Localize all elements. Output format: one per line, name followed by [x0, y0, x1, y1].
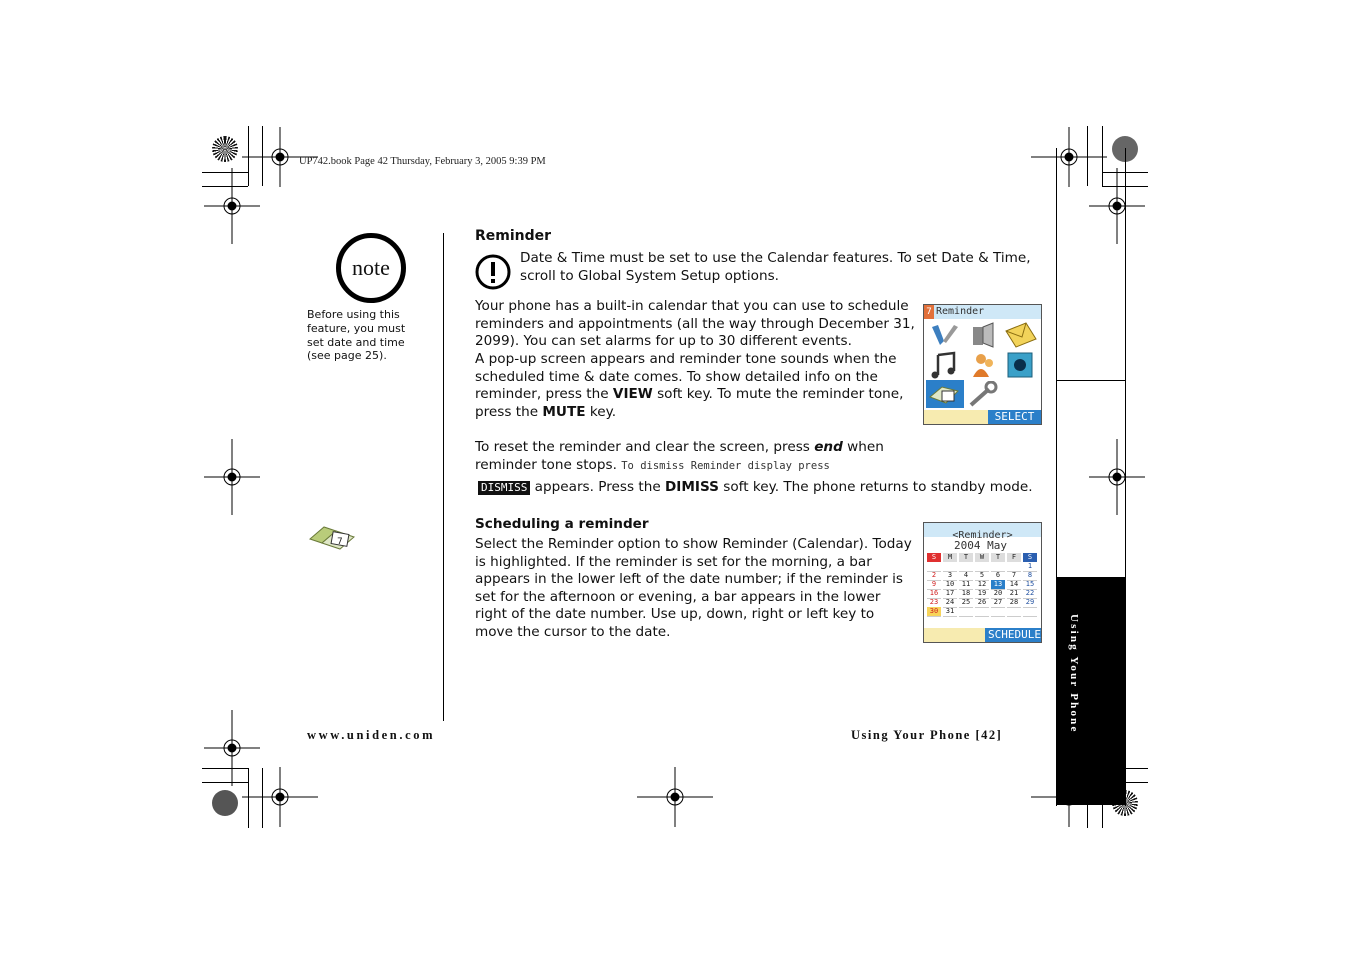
phone-screen-menu: [923, 304, 1042, 425]
footer-page: Using Your Phone [42]: [851, 728, 1003, 742]
calendar-day[interactable]: 2: [927, 571, 941, 581]
calendar-weekday: S: [927, 553, 941, 562]
calendar-day[interactable]: 22: [1023, 589, 1037, 599]
phone-tools-icon: [928, 321, 962, 349]
menu-title: Reminder: [936, 306, 985, 317]
calendar-day[interactable]: 23: [927, 598, 941, 608]
dismiss-line: DISMISS appears. Press the DIMISS soft key. The phone returns to standby mode.: [478, 479, 1058, 497]
column-rule: [443, 233, 444, 721]
calendar-day[interactable]: 10: [943, 580, 957, 590]
note-badge: [336, 233, 406, 303]
sidebar-divider: [1056, 380, 1126, 381]
calendar-weekday: S: [1023, 553, 1037, 562]
calendar-icon: [306, 521, 360, 551]
music-note-icon: [928, 351, 962, 379]
end-key: end: [814, 439, 843, 455]
calendar-day[interactable]: 12: [975, 580, 989, 590]
calendar-grid: [927, 553, 1039, 613]
dimiss-key: DIMISS: [665, 479, 719, 495]
schedule-softkey: SCHEDULE: [985, 628, 1041, 642]
reset-paragraph: To reset the reminder and clear the screen, press end when reminder tone stops. To dismiss Reminder display press: [475, 439, 884, 473]
subsection-text: Select the Reminder option to show Reminder (Calendar). Today is highlighted. If the reminder is set for the morning, a bar appears in the lower left of the date number; if the reminder is set for the afternoon or evening, a bar appears in the lower right of the date number. Use up, down, right or left key to move the cursor to the date.: [475, 536, 912, 640]
calendar-day[interactable]: 7: [1007, 571, 1021, 581]
envelope-icon: [1004, 321, 1038, 349]
calendar-day[interactable]: 13: [991, 580, 1005, 590]
note-text: Before using this feature, you must set date and time (see page 25).: [307, 308, 406, 363]
calendar-weekday: W: [975, 553, 989, 562]
calendar-day[interactable]: 6: [991, 571, 1005, 581]
calendar-day[interactable]: 5: [975, 571, 989, 581]
calendar-day[interactable]: 9: [927, 580, 941, 590]
view-key: VIEW: [612, 386, 653, 403]
calendar-day[interactable]: 26: [975, 598, 989, 608]
calendar-day[interactable]: [959, 607, 973, 617]
wrench-icon: [967, 381, 1001, 409]
intro-paragraph: Your phone has a built-in calendar that you can use to schedule reminders and appointments (all the way through December 31, 2099). You can set alarms for up to 30 different events.: [475, 298, 915, 350]
calendar-day[interactable]: 28: [1007, 598, 1021, 608]
calendar-day[interactable]: [1007, 607, 1021, 617]
calendar-weekday: M: [943, 553, 957, 562]
calendar-day[interactable]: 8: [1023, 571, 1037, 581]
calendar-header: [924, 523, 1041, 541]
menu-header: [924, 305, 1041, 319]
dismiss-instruction: To dismiss Reminder display press: [621, 459, 830, 472]
calendar-day[interactable]: 27: [991, 598, 1005, 608]
chapter-tab: [1056, 577, 1126, 805]
calendar-weekday: T: [991, 553, 1005, 562]
calendar-day[interactable]: 30: [927, 607, 941, 617]
calendar-day[interactable]: 1: [1023, 562, 1037, 572]
calendar-day[interactable]: 29: [1023, 598, 1037, 608]
footer-url: www.uniden.com: [307, 728, 436, 742]
calendar-day[interactable]: 15: [1023, 580, 1037, 590]
file-info-header: UP742.book Page 42 Thursday, February 3, 2005 9:39 PM: [299, 156, 546, 167]
calendar-day[interactable]: 20: [991, 589, 1005, 599]
chapter-tab-label: Using Your Phone: [1068, 614, 1080, 734]
calendar-day[interactable]: 25: [959, 598, 973, 608]
dismiss-softkey-label: DISMISS: [478, 481, 530, 495]
select-softkey: SELECT: [988, 410, 1041, 424]
calendar-menu-icon: [928, 381, 962, 409]
phone-screen-calendar: [923, 522, 1042, 643]
calendar-day[interactable]: [991, 607, 1005, 617]
calendar-day[interactable]: 31: [943, 607, 957, 617]
svg-text:7: 7: [337, 537, 343, 547]
calendar-day[interactable]: 16: [927, 589, 941, 599]
calendar-day[interactable]: 3: [943, 571, 957, 581]
calendar-weekday: T: [959, 553, 973, 562]
warning-icon: [475, 254, 511, 290]
people-icon: [967, 351, 1001, 379]
calendar-weekday: F: [1007, 553, 1021, 562]
menu-number: 7: [924, 305, 934, 319]
section-title: Reminder: [475, 228, 552, 244]
phone-display-icon: [1004, 351, 1038, 379]
note-badge-label: note: [352, 255, 390, 280]
mute-key: MUTE: [542, 403, 586, 420]
speaker-icon: [967, 321, 1001, 349]
calendar-day[interactable]: 18: [959, 589, 973, 599]
calendar-day[interactable]: 24: [943, 598, 957, 608]
calendar-day[interactable]: 17: [943, 589, 957, 599]
calendar-day[interactable]: [975, 607, 989, 617]
calendar-month: 2004 May: [954, 539, 1007, 552]
calendar-day[interactable]: 14: [1007, 580, 1021, 590]
calendar-day[interactable]: 21: [1007, 589, 1021, 599]
subsection-title: Scheduling a reminder: [475, 516, 649, 532]
calendar-day[interactable]: 11: [959, 580, 973, 590]
calendar-day[interactable]: 19: [975, 589, 989, 599]
calendar-day[interactable]: 4: [959, 571, 973, 581]
calendar-day[interactable]: [1023, 607, 1037, 617]
popup-paragraph: A pop-up screen appears and reminder tone sounds when the scheduled time & date comes. To show detailed info on the reminder, press the VIEW soft key. To mute the reminder tone, press the MUTE key.: [475, 351, 904, 420]
calendar-title: <Reminder>: [952, 530, 1013, 541]
warning-text: Date & Time must be set to use the Calendar features. To set Date & Time, scroll to Global System Setup options.: [520, 250, 1031, 284]
